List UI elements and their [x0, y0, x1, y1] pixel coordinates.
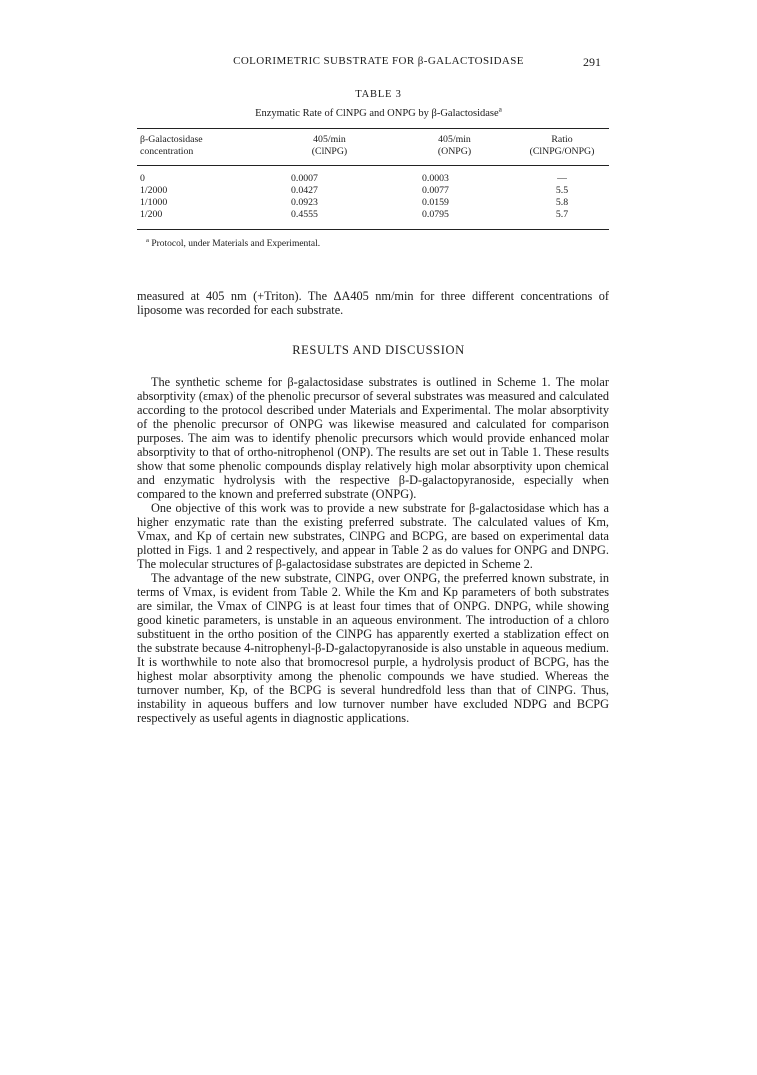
table-footnote	[146, 236, 321, 249]
table-body	[137, 173, 609, 229]
cell-ratio: —	[557, 173, 567, 184]
column-header-ratio-line2: (ClNPG/ONPG)	[529, 146, 595, 157]
cell-ratio: 5.8	[555, 197, 569, 208]
cell-clnpg-rate: 0.0427	[291, 185, 318, 196]
column-header-clnpg-line2: (ClNPG)	[311, 146, 348, 157]
table-title-text: Enzymatic Rate of ClNPG and ONPG by β-Galactosidase	[255, 108, 499, 119]
cell-ratio: 5.7	[555, 209, 569, 220]
table-bottom-rule	[137, 229, 609, 230]
cell-concentration: 1/200	[140, 209, 163, 220]
column-header-concentration-line2: concentration	[140, 146, 194, 157]
body-paragraph-2: One objective of this work was to provide a new substrate for β-galactosidase which has a higher enzymatic rate than the existing preferred substrate. The calculated values of Km, Vmax, and Kp of certain new substrates, ClNPG and BCPG, are based on experimental data plotted in Figs. 1 and 2 respectively, and appear in Table 2 as do values for ONPG and DNPG. The molecular structures of β-galactosidase substrates are depicted in Scheme 2.	[137, 501, 609, 571]
table-top-rule	[137, 128, 609, 129]
table-title	[0, 104, 757, 119]
body-paragraph-1: The synthetic scheme for β-galactosidase substrates is outlined in Scheme 1. The molar absorptivity (εmax) of the phenolic precursor of several substrates was measured and calculated according to the protocol described under Materials and Experimental. The molar absorptivity of the phenolic precursor of ONPG was likewise measured and calculated for comparison purposes. The aim was to identify phenolic precursors which would provide enhanced molar absorptivity to that of ortho-nitrophenol (ONP). The results are set out in Table 1. These results show that some phenolic compounds display relatively high molar absorptivity upon chemical and enzymatic hydrolysis with the respective β-D-galactopyranoside, especially when compared to the known and preferred substrate (ONPG).	[137, 375, 609, 501]
cell-ratio: 5.5	[555, 185, 569, 196]
column-header-clnpg-line1: 405/min	[313, 134, 346, 145]
table-header-rule	[137, 165, 609, 166]
intro-paragraph: measured at 405 nm (+Triton). The ΔA405 nm/min for three different concentrations of liposome was recorded for each substrate.	[137, 289, 609, 317]
cell-concentration: 1/2000	[140, 185, 168, 196]
cell-clnpg-rate: 0.4555	[291, 209, 318, 220]
page-number: 291	[583, 55, 601, 69]
results-discussion-body	[137, 375, 609, 725]
cell-clnpg-rate: 0.0007	[291, 173, 318, 184]
cell-concentration: 1/1000	[140, 197, 168, 208]
table-footnote-text: Protocol, under Materials and Experimental.	[151, 239, 321, 249]
column-header-onpg-line2: (ONPG)	[437, 146, 472, 157]
cell-concentration: 0	[140, 173, 145, 184]
running-head	[0, 55, 757, 69]
column-header-concentration-line1: β-Galactosidase	[140, 134, 203, 145]
column-header-ratio-line1: Ratio	[551, 134, 573, 145]
intro-paragraph-block	[137, 289, 609, 317]
running-title: COLORIMETRIC SUBSTRATE FOR β-GALACTOSIDASE	[233, 55, 524, 67]
cell-clnpg-rate: 0.0923	[291, 197, 318, 208]
table-label: TABLE 3	[355, 89, 402, 100]
body-paragraph-3: The advantage of the new substrate, ClNPG, over ONPG, the preferred known substrate, in terms of Vmax, is evident from Table 2. While the Km and Kp parameters of both substrates are similar, the Vmax of ClNPG is at least four times that of ONPG. DNPG, while showing good kinetic parameters, is unstable in an aqueous environment. The introduction of a chloro substituent in the ortho position of the ClNPG has apparently exerted a stablization effect on the substrate because 4-nitrophenyl-β-D-galactopyranoside is also unstable in aqueous medium. It is worthwhile to note also that bromocresol purple, a hydrolysis product of BCPG, has the highest molar absorptivity among the phenolic compounds we have studied. Whereas the turnover number, Kp, of the BCPG is several hundredfold less than that of ClNPG. Thus, instability in aqueous buffers and low turnover number have excluded NDPG and BCPG respectively as useful agents in diagnostic applications.	[137, 571, 609, 725]
section-heading: RESULTS AND DISCUSSION	[292, 343, 465, 357]
cell-onpg-rate: 0.0003	[422, 173, 449, 184]
cell-onpg-rate: 0.0795	[422, 209, 449, 220]
column-header-onpg-line1: 405/min	[438, 134, 471, 145]
table-footnote-mark: a	[146, 236, 149, 244]
table-header	[137, 134, 609, 162]
cell-onpg-rate: 0.0077	[422, 185, 449, 196]
table-title-footnote-mark: a	[498, 104, 502, 114]
cell-onpg-rate: 0.0159	[422, 197, 449, 208]
